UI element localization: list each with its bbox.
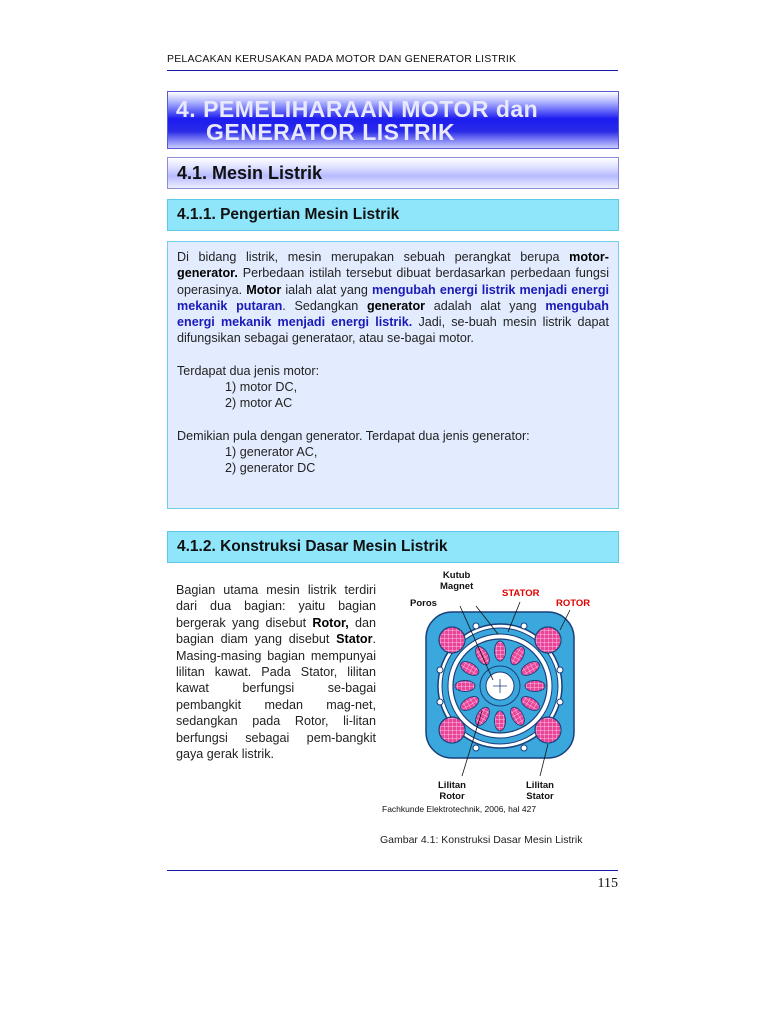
subsection-1-title: 4.1.1. Pengertian Mesin Listrik	[177, 206, 400, 223]
label-poros: Poros	[410, 598, 437, 609]
list-item: 1) generator AC,	[225, 444, 318, 459]
figure-source: Fachkunde Elektrotechnik, 2006, hal 427	[382, 804, 537, 814]
list-item: 2) motor AC	[225, 396, 293, 411]
section-title-banner	[167, 157, 619, 189]
list-item: 2) generator DC	[225, 461, 316, 476]
motor-types-intro: Terdapat dua jenis motor:	[177, 363, 320, 378]
rotor-slot	[495, 711, 506, 731]
footer-rule	[167, 870, 618, 871]
header-rule	[167, 70, 618, 71]
running-head: PELACAKAN KERUSAKAN PADA MOTOR DAN GENERATOR LISTRIK	[167, 53, 517, 65]
chapter-title-line2: GENERATOR LISTRIK	[206, 119, 456, 145]
list-item: 1) motor DC,	[225, 380, 298, 395]
definition-box	[167, 241, 619, 509]
chapter-title-line1: 4. PEMELIHARAAN MOTOR dan	[176, 96, 539, 122]
definition-paragraph: Di bidang listrik, mesin merupakan sebuah perangkat berupa motor-generator. Perbedaan istilah tersebut dibuat berdasarkan perbedaan fungsi operasinya. Motor ialah alat yang mengubah energi listrik menjadi energi mekanik putaran. Sedangkan generator adalah alat yang mengubah energi mekanik menjadi energi listrik. Jadi, se-buah mesin listrik dapat difungsikan sebagai generataor, atau se-bagai motor.	[177, 250, 610, 346]
construction-paragraph: Bagian utama mesin listrik terdiri dari dua bagian: yaitu bagian bergerak yang disebut Rotor, dan bagian diam yang disebut Stator. Masing-masing bagian mempunyai lilitan kawat. Pada Stator, lilitan kawat berfungsi se-bagai pembangkit medan mag-net, sedangkan pada Rotor, li-litan berfungsi sebagai pem-bangkit gaya gerak listrik.	[176, 583, 377, 762]
subsection-2-title: 4.1.2. Konstruksi Dasar Mesin Listrik	[177, 538, 448, 555]
rotor-slot	[525, 681, 545, 692]
label-lilitan-stator: Lilitan Stator	[526, 780, 554, 802]
chapter-title-banner	[167, 91, 619, 149]
figure-caption: Gambar 4.1: Konstruksi Dasar Mesin Listrik	[380, 834, 583, 846]
subsection-2-banner	[167, 531, 619, 563]
label-kutub-magnet: Kutub Magnet	[440, 570, 474, 592]
machine-construction-figure	[380, 566, 620, 826]
label-rotor: ROTOR	[556, 598, 591, 609]
rotor-slot	[495, 641, 506, 661]
rotor	[453, 639, 547, 733]
rotor-slot	[455, 681, 475, 692]
label-lilitan-rotor: Lilitan Rotor	[438, 780, 466, 802]
page-number: 115	[597, 876, 618, 891]
subsection-1-banner	[167, 199, 619, 231]
generator-types-intro: Demikian pula dengan generator. Terdapat dua jenis generator:	[177, 428, 530, 443]
label-stator: STATOR	[502, 588, 540, 599]
section-title: 4.1. Mesin Listrik	[177, 163, 323, 183]
